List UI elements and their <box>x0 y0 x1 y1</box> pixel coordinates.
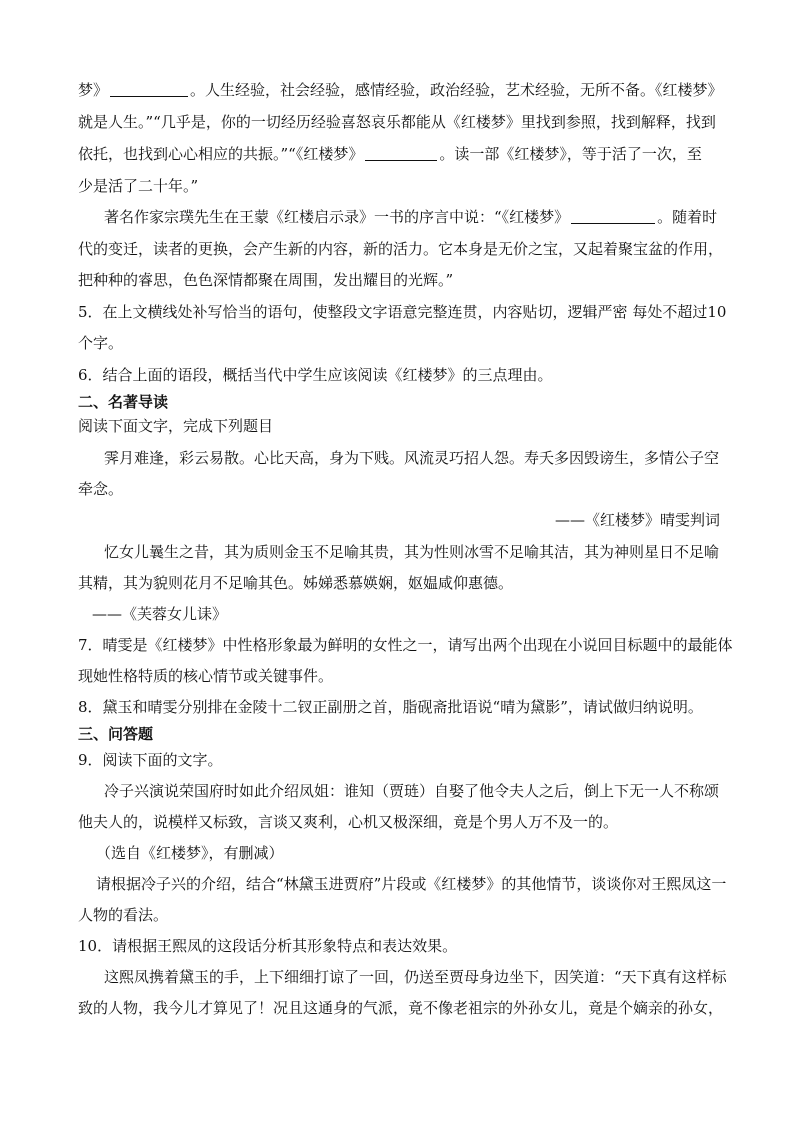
section-2-instruction: 阅读下面文字，完成下列题目 <box>78 417 274 435</box>
question-9-source: （选自《红楼梦》，有删减） <box>96 844 284 862</box>
poem-2-source: ——《芙蓉女儿诔》 <box>92 605 228 623</box>
poem-2-line-2: 其精，其为貌则花月不足喻其色。姊娣悉慕媖娴，妪媪咸仰惠德。 <box>78 574 514 592</box>
answer-blank-2[interactable] <box>365 146 437 161</box>
question-5-line-2: 个字。 <box>78 334 124 352</box>
question-9-passage-line-1: 冷子兴演说荣国府时如此介绍凤姐：谁知（贾琏）自娶了他令夫人之后，倒上下无一人不称颂 <box>104 782 720 800</box>
section-3-title: 三、问答题 <box>78 725 154 743</box>
p2-line-3: 把种种的睿思，色色深情都聚在周围，发出耀目的光辉。” <box>78 271 454 289</box>
p2-line-1: 著名作家宗璞先生在王蒙《红楼启示录》一书的序言中说：“《红楼梦》 。随着时 <box>104 208 718 226</box>
poem-1-line-2: 牵念。 <box>78 480 124 498</box>
question-7-line-2: 现她性格特质的核心情节或关键事件。 <box>78 667 334 685</box>
answer-blank-1[interactable] <box>110 82 188 97</box>
question-9-passage-line-2: 他夫人的，说模样又标致，言谈又爽利，心机又极深细，竟是个男人万不及一的。 <box>78 813 619 831</box>
question-6: 6．结合上面的语段，概括当代中学生应该阅读《红楼梦》的三点理由。 <box>78 366 553 384</box>
question-10-passage-line-1: 这熙凤携着黛玉的手，上下细细打谅了一回，仍送至贾母身边坐下，因笑道：“天下真有这样标 <box>104 968 727 986</box>
question-9-ask-line-1: 请根据冷子兴的介绍，结合“林黛玉进贾府”片段或《红楼梦》的其他情节，谈谈你对王熙凤这一 <box>96 875 727 893</box>
p1-line-3: 依托，也找到心心相应的共振。”“《红楼梦》 。读一部《红楼梦》，等于活了一次，至 <box>78 145 702 163</box>
section-2-title: 二、名著导读 <box>78 393 169 411</box>
poem-1-line-1: 霁月难逢，彩云易散。心比天高，身为下贱。风流灵巧招人怨。寿夭多因毁谤生，多情公子空 <box>104 449 720 467</box>
answer-blank-3[interactable] <box>571 209 655 224</box>
p1-line-1: 梦》 。人生经验，社会经验，感情经验，政治经验，艺术经验，无所不备。《红楼梦》 <box>78 81 723 99</box>
question-10-passage-line-2: 致的人物，我今儿才算见了！况且这通身的气派，竟不像老祖宗的外孙女儿，竟是个嫡亲的孙女， <box>78 999 724 1017</box>
question-8: 8．黛玉和晴雯分别排在金陵十二钗正副册之首，脂砚斋批语说“晴为黛影”，请试做归纳说明。 <box>78 698 703 716</box>
question-7-line-1: 7．晴雯是《红楼梦》中性格形象最为鲜明的女性之一，请写出两个出现在小说回目标题中的最能体 <box>78 636 733 654</box>
question-5-line-1: 5．在上文横线处补写恰当的语句，使整段文字语意完整连贯，内容贴切，逻辑严密 每处不超过10 <box>78 303 727 321</box>
p2-line-2: 代的变迁，读者的更换，会产生新的内容，新的活力。它本身是无价之宝，又起着聚宝盆的作用， <box>78 240 724 258</box>
poem-2-line-1: 忆女儿曩生之昔，其为质则金玉不足喻其贵，其为性则冰雪不足喻其洁，其为神则星日不足喻 <box>104 543 720 561</box>
question-10-head: 10．请根据王熙凤的这段话分析其形象特点和表达效果。 <box>78 937 458 955</box>
question-9-ask-line-2: 人物的看法。 <box>78 906 169 924</box>
question-9-head: 9．阅读下面的文字。 <box>78 751 223 769</box>
p1-line-4: 少是活了二十年。” <box>78 177 199 195</box>
poem-1-source: ——《红楼梦》晴雯判词 <box>554 511 720 529</box>
p1-line-2: 就是人生。”“几乎是，你的一切经历经验喜怒哀乐都能从《红楼梦》里找到参照，找到解释，找到 <box>78 113 716 131</box>
